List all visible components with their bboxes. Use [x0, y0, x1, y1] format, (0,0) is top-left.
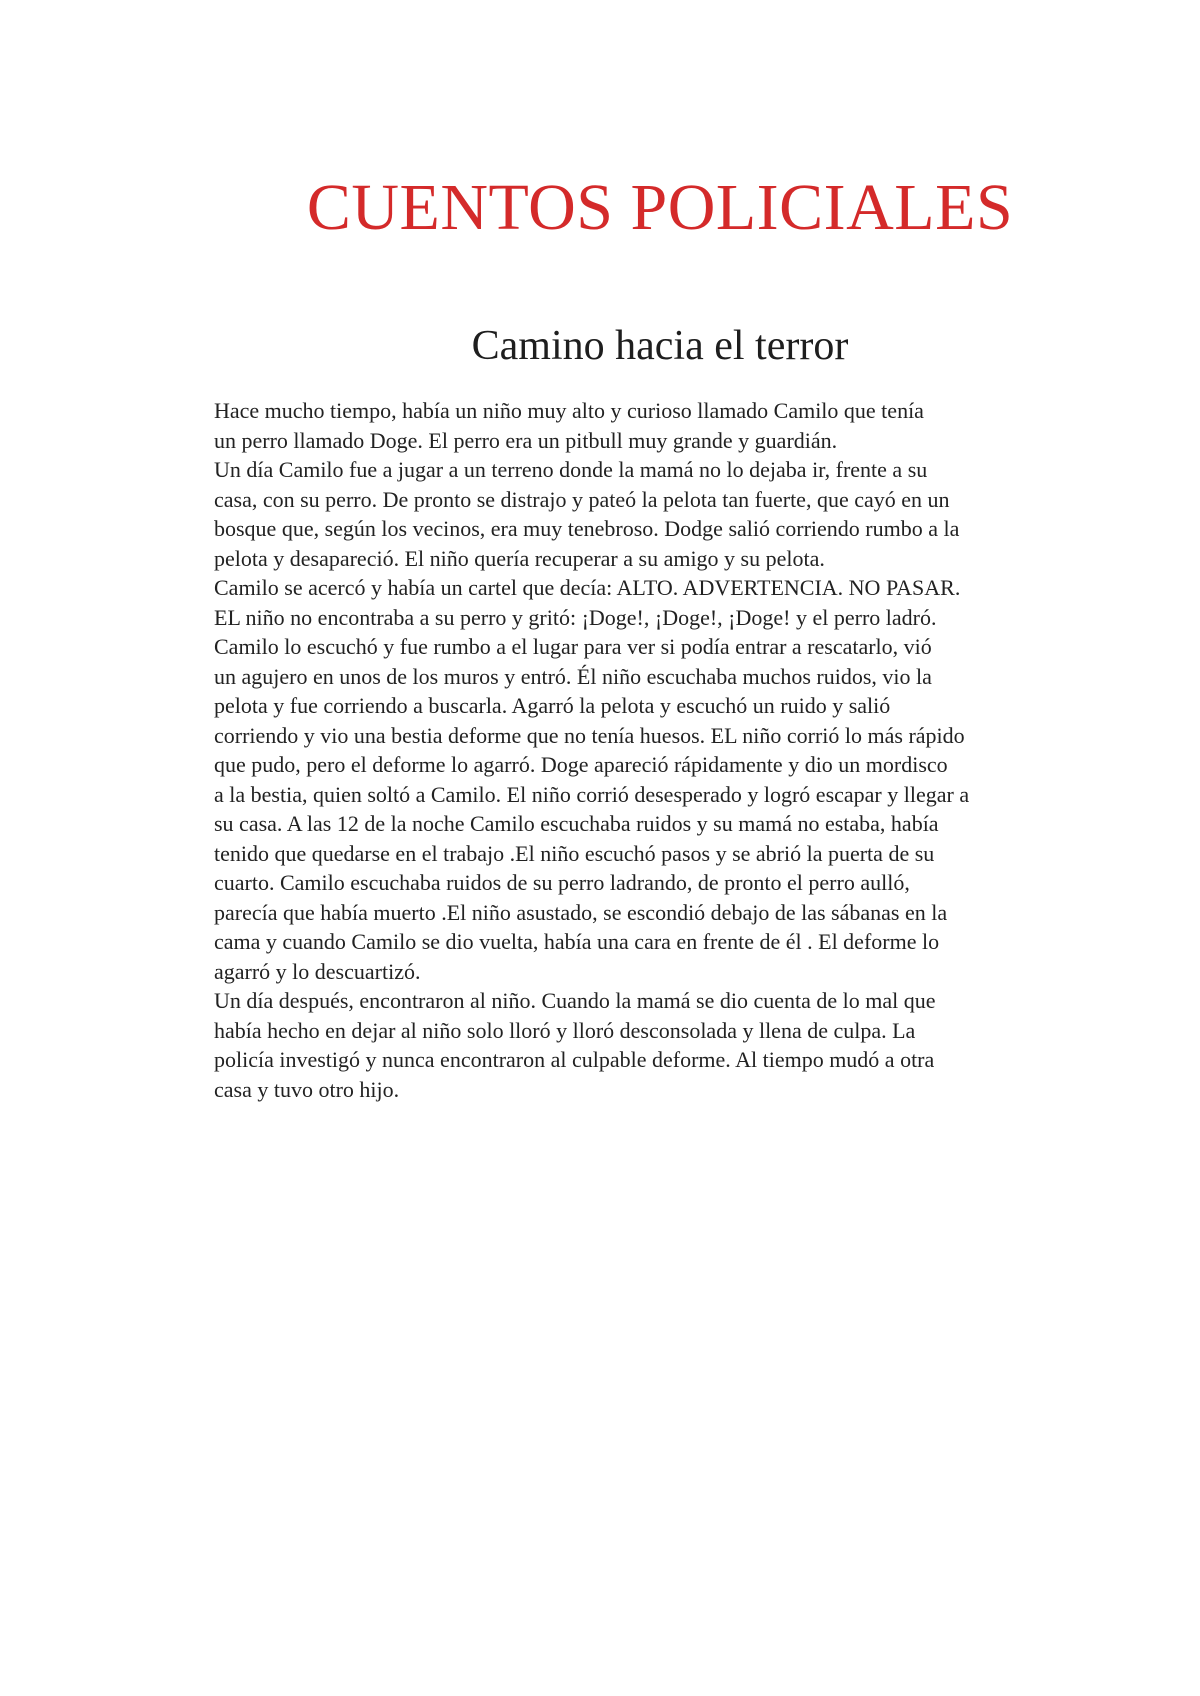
story-line: Hace mucho tiempo, había un niño muy alto y curioso llamado Camilo que tenía: [214, 398, 924, 423]
story-line: había hecho en dejar al niño solo lloró y lloró desconsolada y llena de culpa. La: [214, 1017, 916, 1043]
story-line: tenido que quedarse en el trabajo .El niño escuchó pasos y se abrió la puerta de su: [214, 840, 935, 866]
story-line: Un día después, encontraron al niño. Cuando la mamá se dio cuenta de lo mal que: [214, 988, 936, 1013]
story-line: Camilo se acercó y había un cartel que decía: ALTO. ADVERTENCIA. NO PASAR.: [214, 575, 961, 600]
story-line: bosque que, según los vecinos, era muy tenebroso. Dodge salió corriendo rumbo a la: [214, 516, 960, 541]
story-line: Un día Camilo fue a jugar a un terreno donde la mamá no lo dejaba ir, frente a su: [214, 457, 928, 482]
story-line: pelota y desapareció. El niño quería recuperar a su amigo y su pelota.: [214, 545, 825, 571]
story-line: EL niño no encontraba a su perro y gritó: ¡Doge!, ¡Doge!, ¡Doge! y el perro ladró.: [214, 604, 937, 630]
main-title: CUENTOS POLICIALES: [306, 171, 1014, 244]
story-line: a la bestia, quien soltó a Camilo. El niño corrió desesperado y logró escapar y llegar a: [214, 781, 970, 807]
story-line: un agujero en unos de los muros y entró. Él niño escuchaba muchos ruidos, vio la: [214, 663, 932, 689]
story-line: cama y cuando Camilo se dio vuelta, había una cara en frente de él . El deforme lo: [214, 929, 940, 954]
story-line: su casa. A las 12 de la noche Camilo escuchaba ruidos y su mamá no estaba, había: [214, 811, 939, 836]
story-body: [214, 396, 1094, 1104]
story-line: Camilo lo escuchó y fue rumbo a el lugar para ver si podía entrar a rescatarlo, vió: [214, 634, 932, 659]
story-line: casa, con su perro. De pronto se distrajo y pateó la pelota tan fuerte, que cayó en un: [214, 486, 950, 512]
story-line: que pudo, pero el deforme lo agarró. Doge apareció rápidamente y dio un mordisco: [214, 752, 948, 777]
story-line: pelota y fue corriendo a buscarla. Agarró la pelota y escuchó un ruido y salió: [214, 693, 891, 718]
story-line: policía investigó y nunca encontraron al culpable deforme. Al tiempo mudó a otra: [214, 1047, 935, 1072]
story-line: casa y tuvo otro hijo.: [214, 1076, 400, 1102]
story-line: un perro llamado Doge. El perro era un pitbull muy grande y guardián.: [214, 427, 838, 453]
story-line: cuarto. Camilo escuchaba ruidos de su perro ladrando, de pronto el perro aulló,: [214, 870, 910, 895]
story-title: Camino hacia el terror: [471, 323, 849, 369]
story-line: corriendo y vio una bestia deforme que no tenía huesos. EL niño corrió lo más rápido: [214, 722, 965, 748]
story-line: parecía que había muerto .El niño asustado, se escondió debajo de las sábanas en la: [214, 899, 948, 925]
story-line: agarró y lo descuartizó.: [214, 958, 421, 984]
